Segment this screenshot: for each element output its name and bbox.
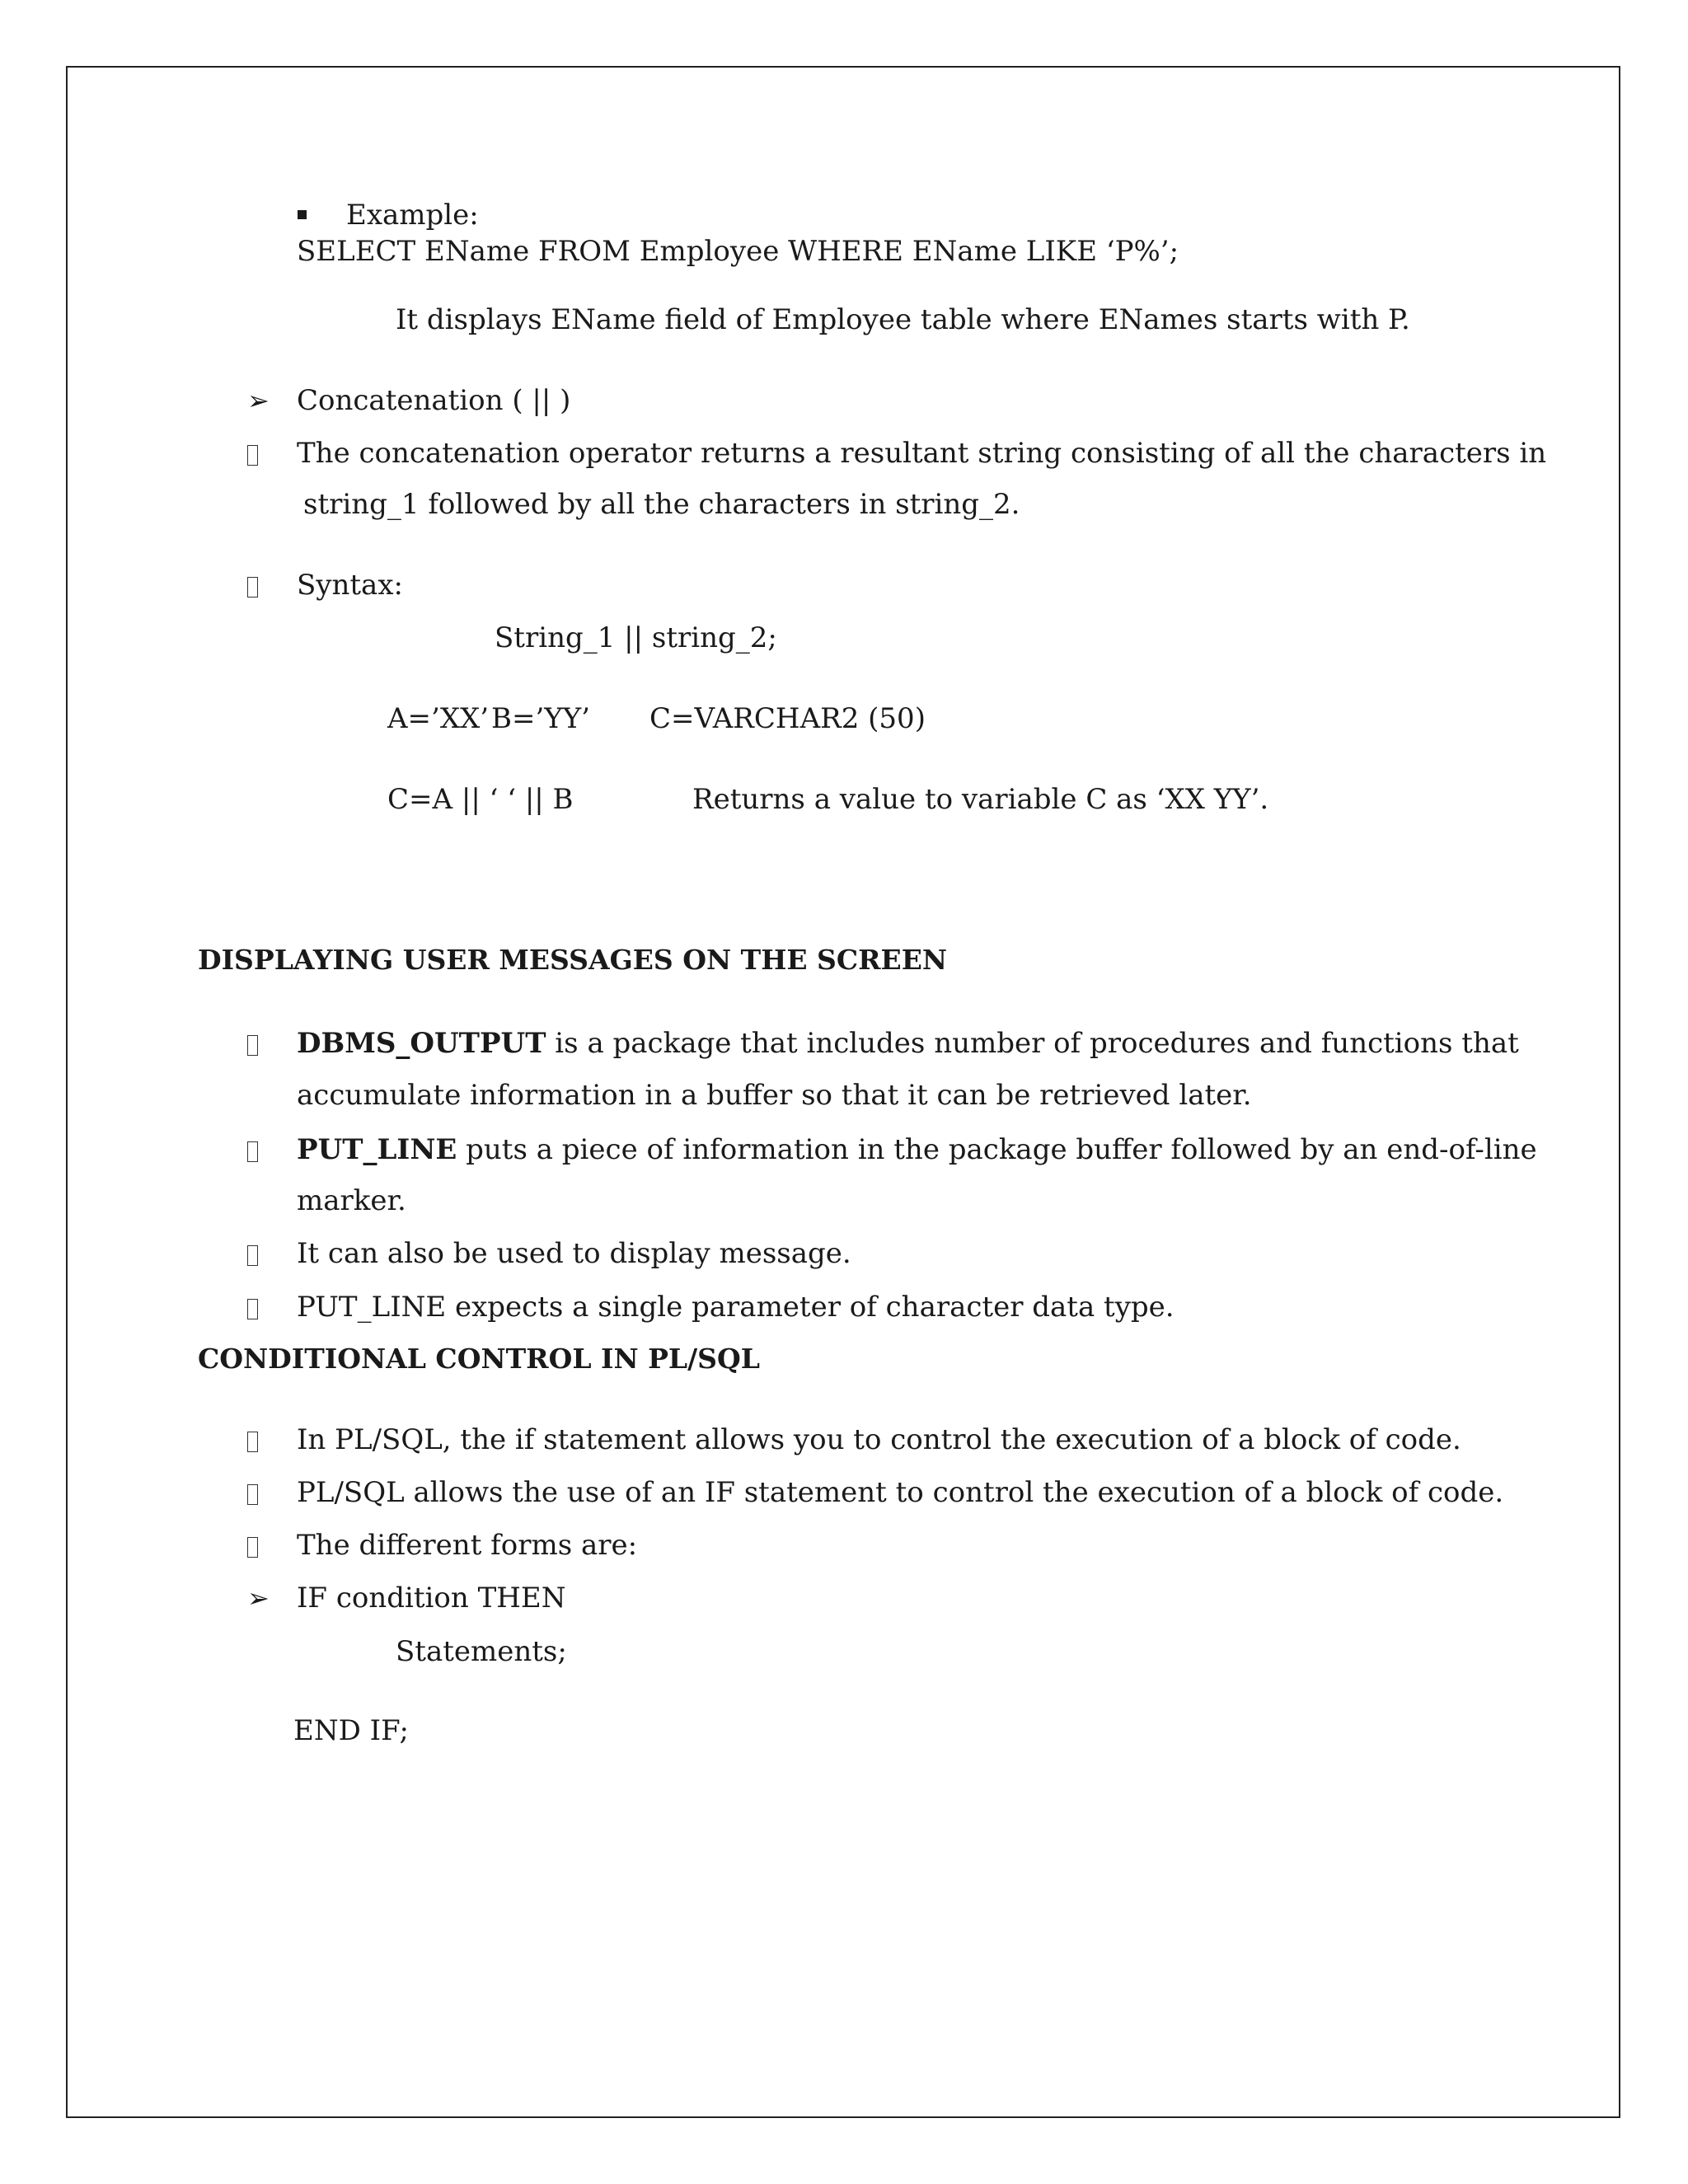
end-if-line: END IF; — [293, 1714, 409, 1747]
assign-b: B=’YY’ — [491, 702, 590, 735]
display-item-3: It can also be used to display message. — [297, 1237, 851, 1270]
assign-a: A=’XX’ — [387, 702, 490, 735]
square-bullet-icon — [298, 210, 307, 219]
concatenation-desc-line1: The concatenation operator returns a resultant string consisting of all the characters in — [297, 437, 1547, 470]
dbms-output-desc: is a package that includes number of procedures and functions that — [546, 1027, 1519, 1060]
missing-glyph-bullet-icon — [247, 445, 258, 466]
example-query: SELECT EName FROM Employee WHERE EName LIKE ‘P%’; — [297, 235, 1179, 268]
missing-glyph-bullet-icon — [247, 1141, 258, 1162]
concatenation-desc-line2: string_1 followed by all the characters in string_2. — [303, 488, 1020, 521]
conditional-item-2: PL/SQL allows the use of an IF statement to control the execution of a block of code. — [297, 1476, 1504, 1509]
dbms-output-desc-line2: accumulate information in a buffer so that it can be retrieved later. — [297, 1079, 1252, 1112]
put-line-desc-line2: marker. — [297, 1184, 406, 1217]
syntax-label: Syntax: — [297, 569, 403, 602]
missing-glyph-bullet-icon — [247, 1432, 258, 1452]
assign-c: C=VARCHAR2 (50) — [649, 702, 926, 735]
section-title-conditional: CONDITIONAL CONTROL IN PL/SQL — [198, 1343, 760, 1375]
dbms-output-term: DBMS_OUTPUT — [297, 1027, 546, 1060]
missing-glyph-bullet-icon — [247, 1245, 258, 1266]
arrow-bullet-icon: ➢ — [247, 385, 270, 416]
missing-glyph-bullet-icon — [247, 577, 258, 598]
arrow-bullet-icon: ➢ — [247, 1582, 270, 1614]
concatenation-heading: Concatenation ( || ) — [297, 384, 571, 417]
if-condition-line: IF condition THEN — [297, 1582, 566, 1615]
example-explanation: It displays EName field of Employee table where ENames starts with P. — [396, 303, 1410, 336]
concat-expression: C=A || ‘ ‘ || B — [387, 783, 574, 816]
missing-glyph-bullet-icon — [247, 1484, 258, 1505]
statements-line: Statements; — [396, 1635, 567, 1668]
missing-glyph-bullet-icon — [247, 1035, 258, 1056]
missing-glyph-bullet-icon — [247, 1537, 258, 1558]
concat-result: Returns a value to variable C as ‘XX YY’. — [692, 783, 1269, 816]
dbms-output-item — [297, 1025, 1519, 1062]
conditional-item-1: In PL/SQL, the if statement allows you to control the execution of a block of code. — [297, 1423, 1461, 1456]
example-label: Example: — [346, 199, 479, 232]
put-line-desc: puts a piece of information in the package buffer followed by an end-of-line — [457, 1133, 1537, 1166]
section-title-display: DISPLAYING USER MESSAGES ON THE SCREEN — [198, 944, 948, 976]
conditional-item-3: The different forms are: — [297, 1529, 638, 1562]
put-line-item — [297, 1132, 1537, 1168]
put-line-term: PUT_LINE — [297, 1133, 457, 1166]
syntax-code: String_1 || string_2; — [495, 621, 777, 654]
display-item-4: PUT_LINE expects a single parameter of character data type. — [297, 1291, 1175, 1324]
missing-glyph-bullet-icon — [247, 1299, 258, 1319]
